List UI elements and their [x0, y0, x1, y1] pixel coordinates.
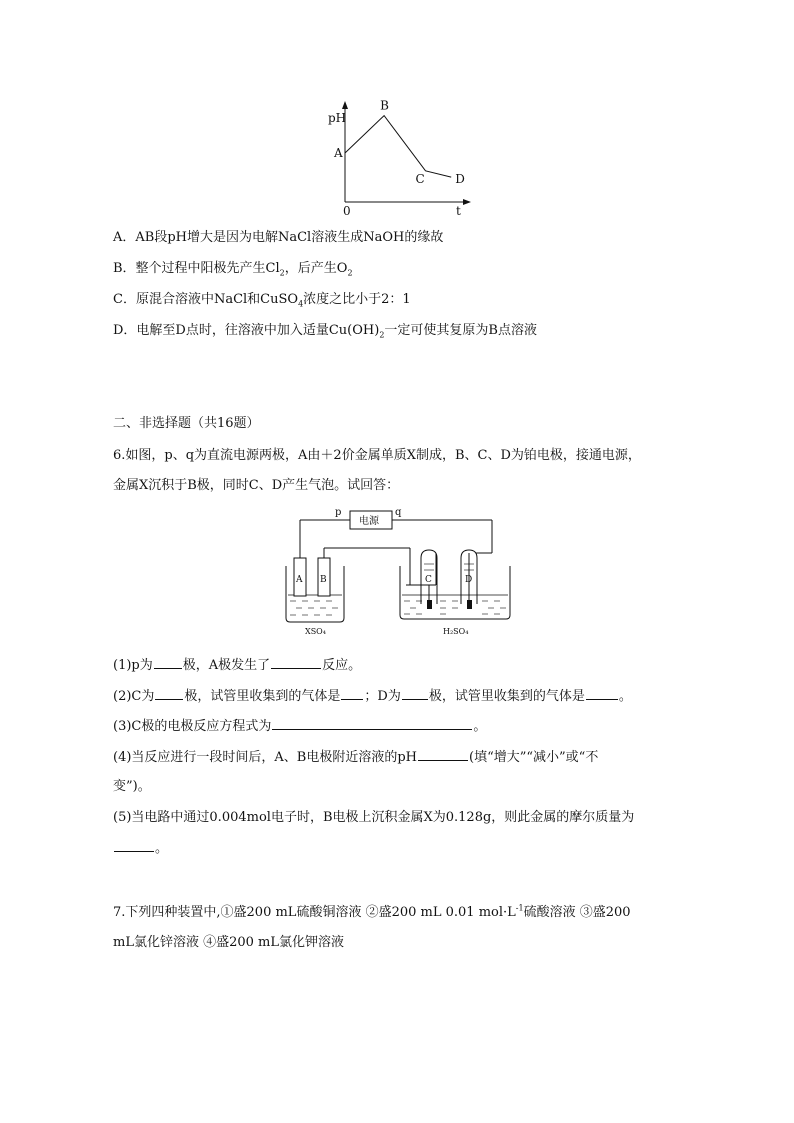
option-a: A．AB段pH增大是因为电解NaCl溶液生成NaOH的缘故	[113, 230, 444, 245]
left-solution-label: XSO₄	[305, 627, 326, 636]
terminal-q-label: q	[395, 507, 402, 518]
ph-time-chart	[0, 0, 794, 230]
right-solution-label: H₂SO₄	[443, 627, 469, 636]
right-solution-waves	[404, 601, 506, 614]
q6-sub-1: (1)p为 极，A极发生了 反应。	[113, 658, 362, 673]
electrode-c	[427, 600, 432, 609]
q6-sub-4-cont: 变”)。	[113, 779, 151, 794]
left-solution-waves	[290, 601, 338, 615]
right-beaker	[400, 566, 510, 619]
origin-label: 0	[343, 204, 351, 218]
q6-sub-4: (4)当反应进行一段时间后，A、B电极附近溶液的pH (填“增大”“减小”或“不	[113, 750, 599, 765]
terminal-p-label: p	[335, 507, 342, 518]
q6-sub-5-cont: 。	[113, 840, 168, 857]
q6-sub-3: (3)C极的电极反应方程式为 。	[113, 719, 487, 734]
y-axis-label: pH	[328, 111, 347, 125]
q7-line-1: 7.下列四种装置中,①盛200 mL硫酸铜溶液 ②盛200 mL 0.01 $mol\cdot L^{-1}$硫酸溶液 ③盛200	[113, 903, 631, 920]
point-label-b: B	[380, 98, 389, 113]
q6-line-2: 金属X沉积于B极，同时C、D产生气泡。试回答：	[113, 478, 400, 493]
power-label: 电源	[359, 516, 379, 527]
section-title: 二、非选择题（共16题）	[113, 416, 260, 431]
electrolysis-diagram	[0, 500, 794, 640]
q6-line-1: 6.如图，p、q为直流电源两极，A由＋2价金属单质X制成，B、C、D为铂电极，接通电源，	[113, 448, 641, 463]
y-axis-arrow	[342, 101, 348, 109]
electrode-d-label: D	[465, 575, 473, 585]
electrode-b-label: B	[320, 575, 327, 585]
electrode-a-label: A	[296, 575, 303, 585]
q7-line-2: mL氯化锌溶液 ④盛200 mL氯化钾溶液	[113, 935, 344, 950]
ph-series-line	[345, 116, 451, 178]
q6-sub-2: (2)C为 极，试管里收集到的气体是 ；D为 极，试管里收集到的气体是 。	[113, 689, 632, 704]
electrode-c-label: C	[425, 575, 432, 585]
option-c: C．原混合溶液中NaCl和CuSO$_4$浓度之比小于2：1	[113, 292, 411, 309]
electrode-d	[467, 600, 472, 609]
option-d: D．电解至D点时，往溶液中加入适量$Cu(OH)_2$一定可使其复原为B点溶液	[113, 323, 537, 340]
point-label-d: D	[455, 172, 465, 187]
point-label-a: A	[334, 146, 343, 160]
option-b: B．整个过程中阳极先产生$Cl_2$，后产生$O_2$	[113, 261, 353, 278]
x-axis-arrow	[463, 199, 471, 205]
q6-sub-5: (5)当电路中通过0.004mol电子时，B电极上沉积金属X为0.128g，则此金属的摩尔质量为	[113, 810, 635, 825]
x-axis-label: t	[456, 204, 461, 218]
point-label-c: C	[415, 171, 425, 186]
